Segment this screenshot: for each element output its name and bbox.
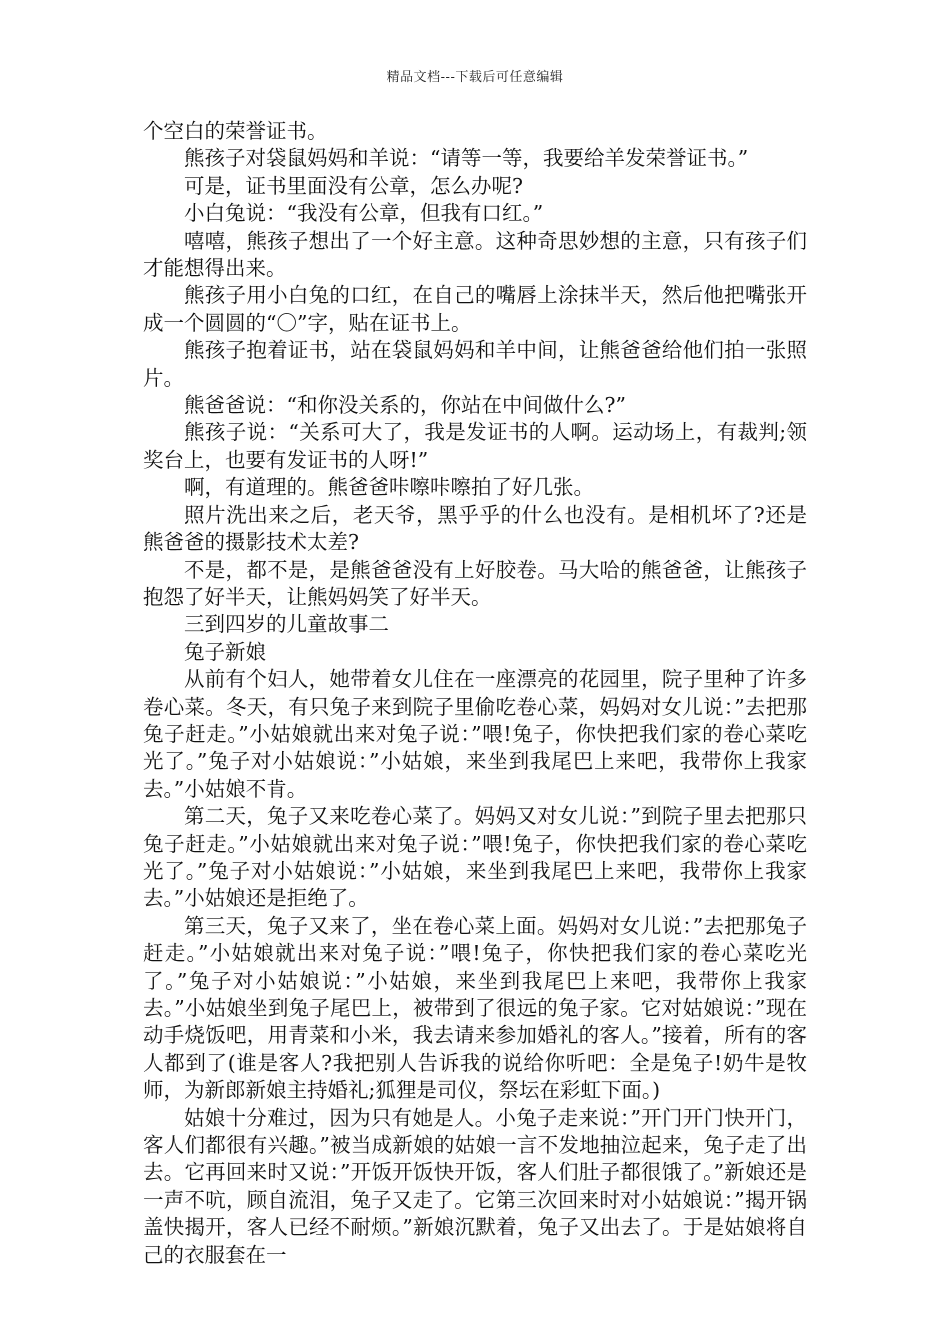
paragraph: 熊孩子对袋鼠妈妈和羊说：“请等一等，我要给羊发荣誉证书。” [184,146,749,171]
document-body [143,118,807,1269]
paragraph: 不是，都不是，是熊爸爸没有上好胶卷。马大哈的熊爸爸，让熊孩子抱怨了好半天，让熊妈妈笑了好半天。 [143,557,807,609]
paragraph: 第三天，兔子又来了，坐在卷心菜上面。妈妈对女儿说：”去把那兔子赶走。”小姑娘就出来对兔子说：”喂!兔子，你快把我们家的卷心菜吃光了。”兔子对小姑娘说：”小姑娘，来坐到我尾巴上来吧，我带你上我家去。”小姑娘坐到兔子尾巴上，被带到了很远的兔子家。它对姑娘说：”现在动手烧饭吧，用青菜和小米，我去请来参加婚礼的客人。”接着，所有的客人都到了(谁是客人?我把别人告诉我的说给你听吧：全是兔子!奶牛是牧师，为新郎新娘主持婚礼;狐狸是司仪，祭坛在彩虹下面。) [143,913,807,1103]
section-heading: 三到四岁的儿童故事二 [184,612,389,637]
paragraph: 熊孩子说：“关系可大了，我是发证书的人啊。运动场上，有裁判;领奖台上，也要有发证书的人呀!” [143,420,807,472]
paragraph: 姑娘十分难过，因为只有她是人。小兔子走来说：”开门开门快开门，客人们都很有兴趣。”被当成新娘的姑娘一言不发地抽泣起来，兔子走了出去。它再回来时又说：”开饭开饭快开饭，客人们肚子都很饿了。”新娘还是一声不吭，顾自流泪，兔子又走了。它第三次回来时对小姑娘说：”揭开锅盖快揭开，客人已经不耐烦。”新娘沉默着，兔子又出去了。于是姑娘将自己的衣服套在一 [143,1105,807,1267]
paragraph: 可是，证书里面没有公章，怎么办呢? [184,173,523,198]
paragraph: 啊，有道理的。熊爸爸咔嚓咔嚓拍了好几张。 [184,475,594,500]
paragraph: 嘻嘻，熊孩子想出了一个好主意。这种奇思妙想的主意，只有孩子们才能想得出来。 [143,228,807,281]
paragraph: 熊孩子用小白兔的口红，在自己的嘴唇上涂抹半天，然后他把嘴张开成一个圆圆的“〇”字，贴在证书上。 [143,283,807,335]
paragraph: 个空白的荣誉证书。 [143,119,328,143]
paragraph: 第二天，兔子又来吃卷心菜了。妈妈又对女儿说：”到院子里去把那只兔子赶走。”小姑娘就出来对兔子说：”喂!兔子，你快把我们家的卷心菜吃光了。”兔子对小姑娘说：”小姑娘，来坐到我尾巴上来吧，我带你上我家去。”小姑娘还是拒绝了。 [143,804,807,911]
paragraph: 从前有个妇人，她带着女儿住在一座漂亮的花园里，院子里种了许多卷心菜。冬天，有只兔子来到院子里偷吃卷心菜，妈妈对女儿说：”去把那兔子赶走。”小姑娘就出来对兔子说：”喂!兔子，你快把我们家的卷心菜吃光了。”兔子对小姑娘说：”小姑娘，来坐到我尾巴上来吧，我带你上我家去。”小姑娘不肯。 [143,667,807,801]
paragraph: 熊孩子抱着证书，站在袋鼠妈妈和羊中间，让熊爸爸给他们拍一张照片。 [143,338,807,390]
paragraph: 照片洗出来之后，老天爷，黑乎乎的什么也没有。是相机坏了?还是熊爸爸的摄影技术太差? [143,502,807,555]
paragraph: 熊爸爸说：“和你没关系的，你站在中间做什么?” [184,393,626,418]
page-header: 精品文档---下载后可任意编辑 [386,70,564,85]
story-title: 兔子新娘 [184,639,266,664]
paragraph: 小白兔说：“我没有公章，但我有口红。” [184,201,544,226]
